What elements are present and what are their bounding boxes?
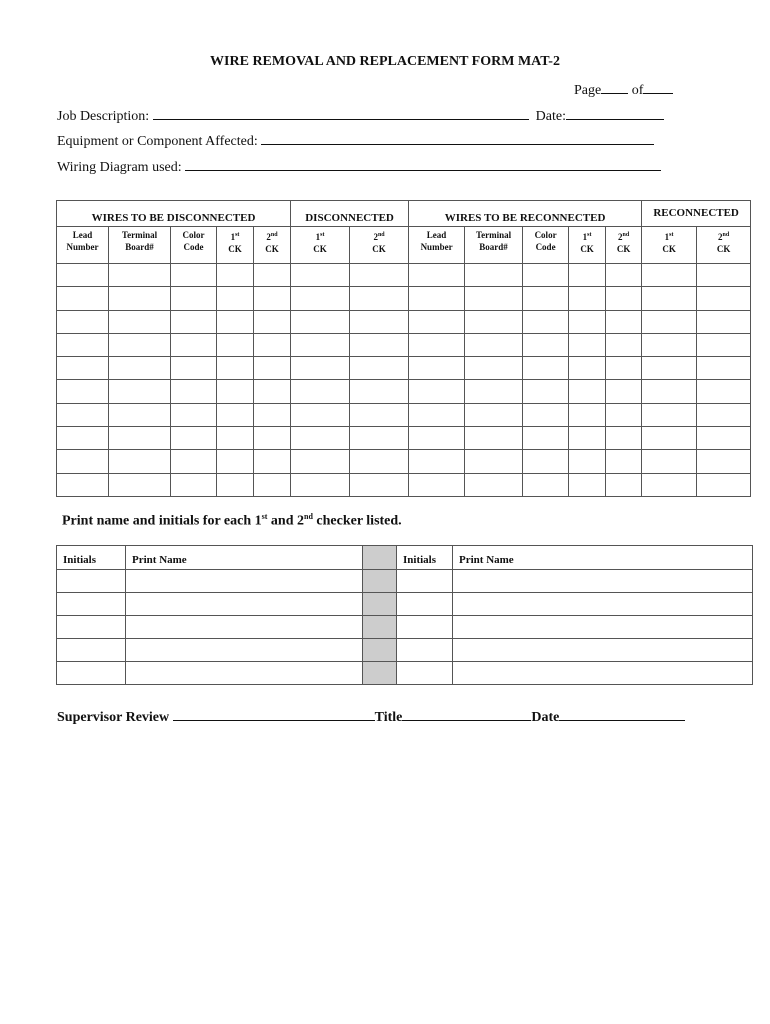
wire-cell[interactable] bbox=[606, 287, 642, 310]
reconnect-first-check-header: 1st CK bbox=[569, 227, 606, 264]
reconnect-terminal-board-header: Terminal Board# bbox=[465, 227, 523, 264]
shaded-divider bbox=[363, 639, 397, 662]
wire-cell[interactable] bbox=[569, 264, 606, 287]
wire-cell[interactable] bbox=[569, 450, 606, 473]
wire-cell[interactable] bbox=[217, 310, 254, 333]
wire-cell[interactable] bbox=[642, 380, 697, 403]
wire-cell[interactable] bbox=[697, 357, 751, 380]
terminal-board-header: Terminal Board# bbox=[109, 227, 171, 264]
wire-cell[interactable] bbox=[569, 357, 606, 380]
checker-cell[interactable] bbox=[126, 616, 363, 639]
checker-cell[interactable] bbox=[126, 639, 363, 662]
first-check-header: 1st CK bbox=[217, 227, 254, 264]
checker-cell[interactable] bbox=[126, 570, 363, 593]
wire-cell[interactable] bbox=[697, 450, 751, 473]
wire-cell[interactable] bbox=[350, 357, 409, 380]
wire-cell[interactable] bbox=[171, 473, 217, 496]
wire-cell[interactable] bbox=[291, 450, 350, 473]
checker-cell[interactable] bbox=[126, 662, 363, 685]
wire-cell[interactable] bbox=[217, 380, 254, 403]
reconnected-first-check-header: 1st CK bbox=[642, 227, 697, 264]
wire-cell[interactable] bbox=[465, 427, 523, 450]
lead-number-header: Lead Number bbox=[57, 227, 109, 264]
wire-cell[interactable] bbox=[606, 450, 642, 473]
wire-cell[interactable] bbox=[171, 450, 217, 473]
equipment-line bbox=[57, 132, 654, 150]
wire-cell[interactable] bbox=[350, 310, 409, 333]
wire-row bbox=[57, 287, 751, 310]
wire-cell[interactable] bbox=[254, 403, 291, 426]
wire-cell[interactable] bbox=[254, 427, 291, 450]
wire-cell[interactable] bbox=[217, 427, 254, 450]
wiring-diagram-label: Wiring Diagram used: bbox=[57, 160, 182, 175]
checker-instruction: Print name and initials for each 1st and 2nd checker listed. bbox=[62, 512, 402, 529]
wire-row bbox=[57, 473, 751, 496]
wire-cell[interactable] bbox=[171, 264, 217, 287]
wire-cell[interactable] bbox=[642, 473, 697, 496]
wire-cell[interactable] bbox=[57, 287, 109, 310]
wire-table bbox=[56, 200, 751, 497]
wire-cell[interactable] bbox=[697, 287, 751, 310]
wire-cell[interactable] bbox=[171, 287, 217, 310]
shaded-divider bbox=[363, 616, 397, 639]
wire-cell[interactable] bbox=[291, 357, 350, 380]
wire-cell[interactable] bbox=[642, 450, 697, 473]
wire-cell[interactable] bbox=[569, 333, 606, 356]
date-field[interactable] bbox=[566, 107, 664, 120]
wire-cell[interactable] bbox=[254, 333, 291, 356]
wire-cell[interactable] bbox=[642, 333, 697, 356]
print-name-header: Print Name bbox=[126, 546, 363, 570]
wire-cell[interactable] bbox=[523, 357, 569, 380]
wire-row bbox=[57, 333, 751, 356]
wire-cell[interactable] bbox=[109, 403, 171, 426]
wire-cell[interactable] bbox=[109, 450, 171, 473]
wire-cell[interactable] bbox=[606, 427, 642, 450]
wires-to-be-disconnected-header: WIRES TO BE DISCONNECTED bbox=[57, 201, 291, 227]
checker-cell[interactable] bbox=[57, 593, 126, 616]
wire-cell[interactable] bbox=[109, 380, 171, 403]
wire-cell[interactable] bbox=[697, 310, 751, 333]
wire-cell[interactable] bbox=[465, 380, 523, 403]
wire-cell[interactable] bbox=[217, 287, 254, 310]
initials-header-2: Initials bbox=[397, 546, 453, 570]
wire-row bbox=[57, 264, 751, 287]
wire-cell[interactable] bbox=[217, 264, 254, 287]
wire-cell[interactable] bbox=[350, 450, 409, 473]
wire-cell[interactable] bbox=[409, 310, 465, 333]
shaded-divider bbox=[363, 593, 397, 616]
wire-cell[interactable] bbox=[350, 287, 409, 310]
wire-cell[interactable] bbox=[171, 310, 217, 333]
shaded-divider bbox=[363, 662, 397, 685]
wire-cell[interactable] bbox=[171, 403, 217, 426]
wire-cell[interactable] bbox=[465, 357, 523, 380]
reconnected-header: RECONNECTED bbox=[642, 201, 751, 227]
wire-cell[interactable] bbox=[569, 427, 606, 450]
form-title: WIRE REMOVAL AND REPLACEMENT FORM MAT-2 bbox=[210, 54, 560, 69]
wire-cell[interactable] bbox=[109, 264, 171, 287]
wire-cell[interactable] bbox=[642, 310, 697, 333]
checker-row bbox=[57, 639, 753, 662]
wire-cell[interactable] bbox=[57, 264, 109, 287]
wire-cell[interactable] bbox=[697, 427, 751, 450]
wire-cell[interactable] bbox=[409, 403, 465, 426]
initials-header: Initials bbox=[57, 546, 126, 570]
wire-cell[interactable] bbox=[569, 403, 606, 426]
date-label-supervisor: Date bbox=[531, 710, 560, 725]
wire-cell[interactable] bbox=[109, 310, 171, 333]
wire-cell[interactable] bbox=[523, 264, 569, 287]
wire-cell[interactable] bbox=[217, 473, 254, 496]
job-description-label: Job Description: bbox=[57, 109, 150, 124]
checker-cell[interactable] bbox=[57, 570, 126, 593]
checker-cell[interactable] bbox=[57, 662, 126, 685]
wire-cell[interactable] bbox=[291, 333, 350, 356]
reconnect-lead-number-header: Lead Number bbox=[409, 227, 465, 264]
wire-cell[interactable] bbox=[57, 450, 109, 473]
checker-cell[interactable] bbox=[397, 593, 453, 616]
checker-cell[interactable] bbox=[57, 639, 126, 662]
wire-cell[interactable] bbox=[409, 264, 465, 287]
equipment-field[interactable] bbox=[261, 132, 654, 145]
wire-cell[interactable] bbox=[291, 403, 350, 426]
wire-cell[interactable] bbox=[697, 333, 751, 356]
wire-cell[interactable] bbox=[171, 333, 217, 356]
wiring-diagram-field[interactable] bbox=[185, 158, 661, 171]
checker-cell[interactable] bbox=[397, 616, 453, 639]
checker-table bbox=[56, 545, 753, 685]
checker-cell[interactable] bbox=[453, 593, 753, 616]
wire-cell[interactable] bbox=[606, 357, 642, 380]
wire-cell[interactable] bbox=[57, 310, 109, 333]
second-check-header: 2nd CK bbox=[254, 227, 291, 264]
wire-cell[interactable] bbox=[569, 473, 606, 496]
supervisor-review-field[interactable] bbox=[173, 708, 375, 721]
supervisor-date-field[interactable] bbox=[559, 708, 685, 721]
wiring-diagram-line bbox=[57, 158, 661, 176]
wire-cell[interactable] bbox=[409, 450, 465, 473]
disconnected-first-check-header: 1st CK bbox=[291, 227, 350, 264]
wire-cell[interactable] bbox=[350, 264, 409, 287]
wire-cell[interactable] bbox=[642, 287, 697, 310]
wire-cell[interactable] bbox=[254, 287, 291, 310]
shaded-divider bbox=[363, 570, 397, 593]
wire-cell[interactable] bbox=[642, 357, 697, 380]
wire-cell[interactable] bbox=[465, 264, 523, 287]
wire-cell[interactable] bbox=[606, 380, 642, 403]
wire-cell[interactable] bbox=[523, 287, 569, 310]
checker-row bbox=[57, 593, 753, 616]
wire-cell[interactable] bbox=[606, 403, 642, 426]
checker-row bbox=[57, 616, 753, 639]
wire-cell[interactable] bbox=[697, 264, 751, 287]
wire-cell[interactable] bbox=[254, 380, 291, 403]
wire-cell[interactable] bbox=[57, 473, 109, 496]
wire-cell[interactable] bbox=[291, 427, 350, 450]
wires-to-be-reconnected-header: WIRES TO BE RECONNECTED bbox=[409, 201, 642, 227]
wire-cell[interactable] bbox=[697, 403, 751, 426]
wire-cell[interactable] bbox=[57, 333, 109, 356]
reconnect-second-check-header: 2nd CK bbox=[606, 227, 642, 264]
wire-row bbox=[57, 403, 751, 426]
wire-cell[interactable] bbox=[569, 287, 606, 310]
wire-cell[interactable] bbox=[409, 380, 465, 403]
disconnected-header: DISCONNECTED bbox=[291, 201, 409, 227]
checker-cell[interactable] bbox=[453, 662, 753, 685]
wire-row bbox=[57, 427, 751, 450]
wire-cell[interactable] bbox=[642, 427, 697, 450]
wire-cell[interactable] bbox=[254, 473, 291, 496]
wire-cell[interactable] bbox=[523, 450, 569, 473]
wire-cell[interactable] bbox=[291, 473, 350, 496]
wire-cell[interactable] bbox=[465, 310, 523, 333]
wire-cell[interactable] bbox=[109, 287, 171, 310]
wire-cell[interactable] bbox=[57, 403, 109, 426]
wire-cell[interactable] bbox=[697, 473, 751, 496]
wire-cell[interactable] bbox=[57, 427, 109, 450]
wire-cell[interactable] bbox=[350, 427, 409, 450]
title-field[interactable] bbox=[402, 708, 531, 721]
wire-cell[interactable] bbox=[465, 473, 523, 496]
wire-cell[interactable] bbox=[523, 333, 569, 356]
wire-cell[interactable] bbox=[171, 427, 217, 450]
supervisor-review-line bbox=[57, 708, 685, 726]
wire-table-body bbox=[57, 264, 751, 497]
checker-row bbox=[57, 570, 753, 593]
wire-cell[interactable] bbox=[350, 333, 409, 356]
wire-cell[interactable] bbox=[109, 427, 171, 450]
date-label: Date: bbox=[535, 109, 566, 124]
checker-row bbox=[57, 662, 753, 685]
wire-cell[interactable] bbox=[606, 310, 642, 333]
wire-cell[interactable] bbox=[217, 333, 254, 356]
wire-cell[interactable] bbox=[217, 450, 254, 473]
wire-row bbox=[57, 450, 751, 473]
wire-cell[interactable] bbox=[291, 264, 350, 287]
wire-cell[interactable] bbox=[409, 427, 465, 450]
checker-cell[interactable] bbox=[453, 639, 753, 662]
wire-cell[interactable] bbox=[606, 473, 642, 496]
wire-cell[interactable] bbox=[350, 380, 409, 403]
wire-cell[interactable] bbox=[109, 333, 171, 356]
wire-cell[interactable] bbox=[350, 403, 409, 426]
wire-cell[interactable] bbox=[523, 310, 569, 333]
title-label: Title bbox=[374, 710, 403, 725]
wire-cell[interactable] bbox=[217, 403, 254, 426]
wire-cell[interactable] bbox=[523, 380, 569, 403]
wire-cell[interactable] bbox=[171, 380, 217, 403]
checker-cell[interactable] bbox=[453, 570, 753, 593]
wire-cell[interactable] bbox=[642, 403, 697, 426]
wire-cell[interactable] bbox=[109, 473, 171, 496]
wire-cell[interactable] bbox=[569, 380, 606, 403]
wire-cell[interactable] bbox=[409, 287, 465, 310]
disconnected-second-check-header: 2nd CK bbox=[350, 227, 409, 264]
job-description-field[interactable] bbox=[153, 107, 529, 120]
wire-cell[interactable] bbox=[291, 287, 350, 310]
wire-cell[interactable] bbox=[606, 264, 642, 287]
wire-cell[interactable] bbox=[254, 264, 291, 287]
shaded-divider bbox=[363, 546, 397, 570]
wire-cell[interactable] bbox=[57, 357, 109, 380]
equipment-label: Equipment or Component Affected: bbox=[57, 134, 258, 149]
wire-cell[interactable] bbox=[254, 357, 291, 380]
checker-cell[interactable] bbox=[126, 593, 363, 616]
wire-cell[interactable] bbox=[465, 450, 523, 473]
wire-cell[interactable] bbox=[254, 310, 291, 333]
checker-cell[interactable] bbox=[397, 662, 453, 685]
checker-cell[interactable] bbox=[57, 616, 126, 639]
wire-cell[interactable] bbox=[465, 333, 523, 356]
wire-cell[interactable] bbox=[291, 380, 350, 403]
wire-cell[interactable] bbox=[606, 333, 642, 356]
checker-table-body bbox=[57, 570, 753, 685]
wire-row bbox=[57, 357, 751, 380]
color-code-header: Color Code bbox=[171, 227, 217, 264]
wire-cell[interactable] bbox=[409, 333, 465, 356]
checker-cell[interactable] bbox=[397, 570, 453, 593]
wire-cell[interactable] bbox=[697, 380, 751, 403]
wire-row bbox=[57, 310, 751, 333]
wire-row bbox=[57, 380, 751, 403]
wire-cell[interactable] bbox=[291, 310, 350, 333]
wire-cell[interactable] bbox=[409, 357, 465, 380]
page-total-field[interactable] bbox=[643, 81, 673, 94]
page-number-field[interactable] bbox=[601, 81, 628, 94]
wire-cell[interactable] bbox=[523, 473, 569, 496]
wire-cell[interactable] bbox=[569, 310, 606, 333]
wire-cell[interactable] bbox=[350, 473, 409, 496]
print-name-header-2: Print Name bbox=[453, 546, 753, 570]
page-label: Page bbox=[574, 83, 602, 98]
checker-cell[interactable] bbox=[453, 616, 753, 639]
wire-cell[interactable] bbox=[523, 403, 569, 426]
wire-cell[interactable] bbox=[109, 357, 171, 380]
wire-cell[interactable] bbox=[523, 427, 569, 450]
wire-cell[interactable] bbox=[57, 380, 109, 403]
job-description-line bbox=[57, 107, 664, 125]
wire-cell[interactable] bbox=[642, 264, 697, 287]
wire-cell[interactable] bbox=[409, 473, 465, 496]
page-number-line bbox=[574, 81, 673, 99]
reconnected-second-check-header: 2nd CK bbox=[697, 227, 751, 264]
wire-cell[interactable] bbox=[217, 357, 254, 380]
wire-cell[interactable] bbox=[465, 287, 523, 310]
wire-cell[interactable] bbox=[465, 403, 523, 426]
reconnect-color-code-header: Color Code bbox=[523, 227, 569, 264]
wire-cell[interactable] bbox=[254, 450, 291, 473]
wire-cell[interactable] bbox=[171, 357, 217, 380]
of-label: of bbox=[631, 83, 644, 98]
supervisor-review-label: Supervisor Review bbox=[57, 710, 170, 725]
checker-cell[interactable] bbox=[397, 639, 453, 662]
